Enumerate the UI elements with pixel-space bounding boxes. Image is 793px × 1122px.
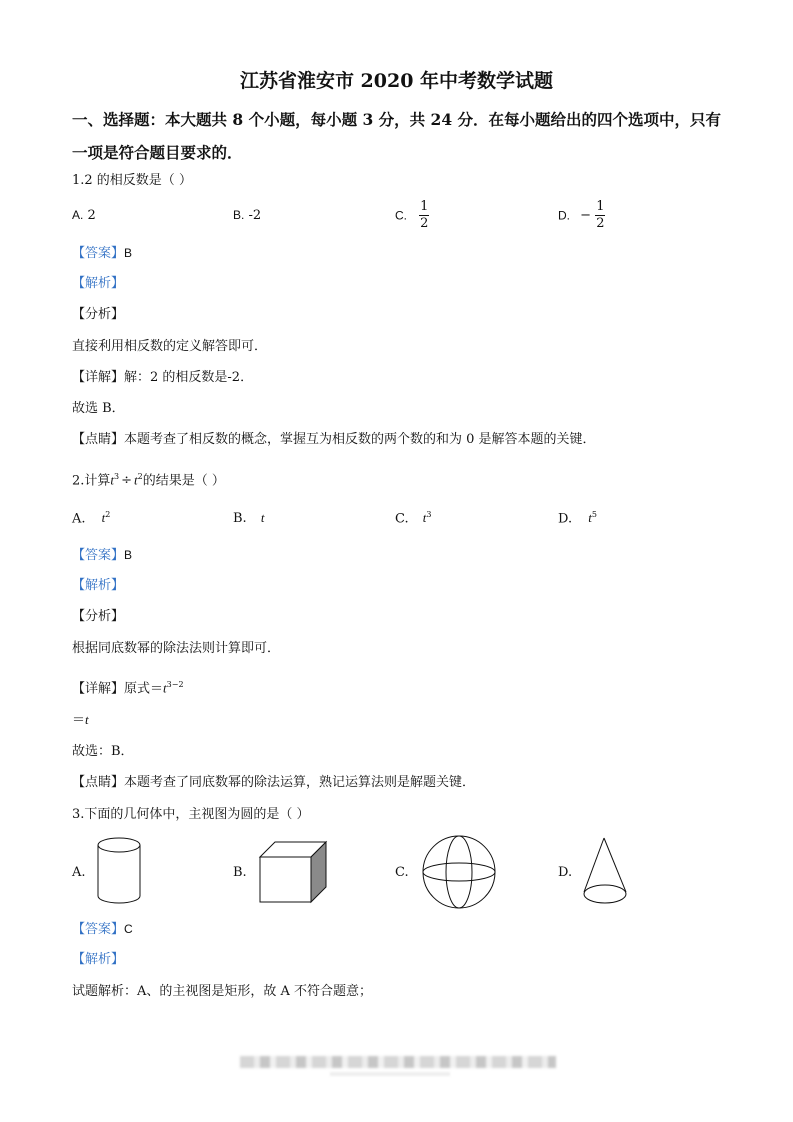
q1-fenxi: 直接利用相反数的定义解答即可． bbox=[72, 339, 268, 354]
q1-option-a-label: A. bbox=[72, 208, 84, 222]
q1-option-a-value: 2 bbox=[87, 208, 96, 223]
q2-option-a bbox=[72, 510, 110, 526]
q2-option-a-exp: 2 bbox=[105, 510, 111, 519]
q2-analysis-tag: 【解析】 bbox=[72, 578, 125, 593]
q1-fenxi-tag: 【分析】 bbox=[72, 307, 125, 322]
q2-stem-exp2: 2 bbox=[137, 472, 143, 481]
q2-option-d bbox=[558, 510, 597, 526]
q2-detail-tag: 【详解】 bbox=[72, 681, 125, 697]
q2-option-c-exp: 3 bbox=[426, 510, 432, 519]
q3-stem: 3.下面的几何体中，主视图为圆的是（ ） bbox=[72, 807, 310, 822]
cone-icon bbox=[582, 836, 632, 908]
q1-analysis-tag: 【解析】 bbox=[72, 276, 125, 291]
q1-option-b-value: -2 bbox=[248, 208, 262, 223]
q2-fenxi: 根据同底数幂的除法法则计算即可． bbox=[72, 641, 281, 656]
q3-answer-value: C bbox=[124, 922, 133, 936]
q1-option-d-sign: − bbox=[580, 208, 592, 223]
q3-answer bbox=[72, 920, 133, 939]
q3-option-d-label: D. bbox=[558, 865, 573, 880]
q1-option-a bbox=[72, 208, 96, 223]
q1-option-d-label: D. bbox=[558, 208, 570, 223]
q1-option-d bbox=[558, 199, 605, 232]
cube-icon bbox=[258, 840, 330, 904]
q1-answer bbox=[72, 244, 132, 263]
q1-option-d-denominator: 2 bbox=[596, 216, 605, 231]
q3-answer-tag: 【答案】 bbox=[72, 922, 125, 937]
q2-fenxi-tag: 【分析】 bbox=[72, 609, 125, 624]
q2-option-b bbox=[233, 510, 264, 526]
q2-comment-tag: 【点睛】 bbox=[72, 775, 125, 790]
q1-detail-tag: 【详解】 bbox=[72, 370, 125, 385]
sphere-icon bbox=[421, 834, 499, 912]
q1-option-c-fraction bbox=[419, 199, 429, 232]
q2-detail bbox=[72, 676, 184, 698]
page-title: 江苏省淮安市 2020 年中考数学试题 bbox=[239, 70, 554, 92]
q2-answer-value: B bbox=[124, 548, 133, 562]
q1-option-c-label: C. bbox=[395, 208, 407, 223]
q3-detail: 试题解析：A、的主视图是矩形，故 A 不符合题意； bbox=[72, 984, 373, 999]
q1-answer-value: B bbox=[124, 246, 133, 260]
section-heading-line2: 一项是符合题目要求的． bbox=[72, 143, 243, 162]
q2-option-d-label: D. bbox=[558, 511, 573, 527]
q2-option-a-base: t bbox=[101, 510, 106, 526]
q2-comment bbox=[72, 774, 475, 792]
q2-stem-exp1: 3 bbox=[114, 472, 120, 481]
q2-comment-text: 本题考查了同底数幂的除法运算，熟记运算法则是解题关键． bbox=[124, 775, 476, 790]
q1-option-c bbox=[395, 199, 429, 232]
q2-answer-tag: 【答案】 bbox=[72, 548, 125, 563]
q1-detail bbox=[72, 369, 253, 387]
q2-option-d-exp: 5 bbox=[591, 510, 597, 519]
q2-stem-suffix: 的结果是（ ） bbox=[142, 473, 225, 489]
q2-detail-base: t bbox=[163, 680, 167, 696]
q3-option-c-label: C. bbox=[395, 865, 409, 880]
q2-stem-base2: t bbox=[134, 472, 138, 488]
q1-option-c-denominator: 2 bbox=[420, 216, 429, 231]
q2-stem-prefix: 2.计算 bbox=[72, 473, 111, 489]
section-heading-line1: 一、选择题：本大题共 8 个小题，每小题 3 分，共 24 分．在每小题给出的四个选项中，只有 bbox=[72, 110, 722, 129]
q1-stem: 1.2 的相反数是（ ） bbox=[72, 173, 192, 188]
q1-answer-tag: 【答案】 bbox=[72, 246, 125, 261]
q2-stem-operator: ÷ bbox=[121, 473, 133, 489]
q1-detail-text: 解：2 的相反数是-2． bbox=[124, 370, 254, 385]
q2-detail-line2 bbox=[72, 711, 89, 730]
q1-comment-text: 本题考查了相反数的概念，掌握互为相反数的两个数的和为 0 是解答本题的关键． bbox=[124, 432, 596, 447]
q2-option-b-label: B. bbox=[233, 511, 247, 526]
cylinder-icon bbox=[96, 836, 146, 906]
q2-detail-line2-var: t bbox=[85, 712, 89, 727]
q3-analysis-tag: 【解析】 bbox=[72, 952, 125, 967]
q2-stem bbox=[72, 468, 225, 490]
q1-conclusion: 故选 B． bbox=[72, 401, 125, 416]
q1-comment bbox=[72, 431, 596, 449]
q1-option-b bbox=[233, 208, 261, 223]
q3-option-a-label: A. bbox=[72, 865, 86, 880]
q2-detail-exp: 3−2 bbox=[166, 680, 184, 689]
q2-detail-line2-eq: ＝ bbox=[72, 713, 86, 728]
q1-option-b-label: B. bbox=[233, 208, 245, 222]
q3-option-b-label: B. bbox=[233, 865, 247, 880]
footer-watermark-line bbox=[330, 1072, 450, 1076]
q1-comment-tag: 【点睛】 bbox=[72, 432, 125, 447]
footer-watermark bbox=[240, 1056, 556, 1068]
q1-option-d-numerator: 1 bbox=[596, 199, 605, 214]
q2-stem-base1: t bbox=[110, 472, 115, 488]
q2-option-b-base: t bbox=[260, 510, 265, 525]
q2-answer bbox=[72, 546, 132, 565]
q2-conclusion: 故选：B． bbox=[72, 744, 134, 759]
q2-option-a-label: A. bbox=[72, 511, 86, 527]
q2-detail-prefix: 原式＝ bbox=[124, 681, 164, 697]
q2-option-c-label: C. bbox=[395, 511, 409, 527]
q2-option-c-base: t bbox=[422, 510, 427, 526]
q2-option-c bbox=[395, 510, 431, 526]
q1-option-c-numerator: 1 bbox=[420, 199, 429, 214]
q1-option-d-fraction bbox=[595, 199, 605, 232]
q2-option-d-base: t bbox=[588, 510, 592, 526]
